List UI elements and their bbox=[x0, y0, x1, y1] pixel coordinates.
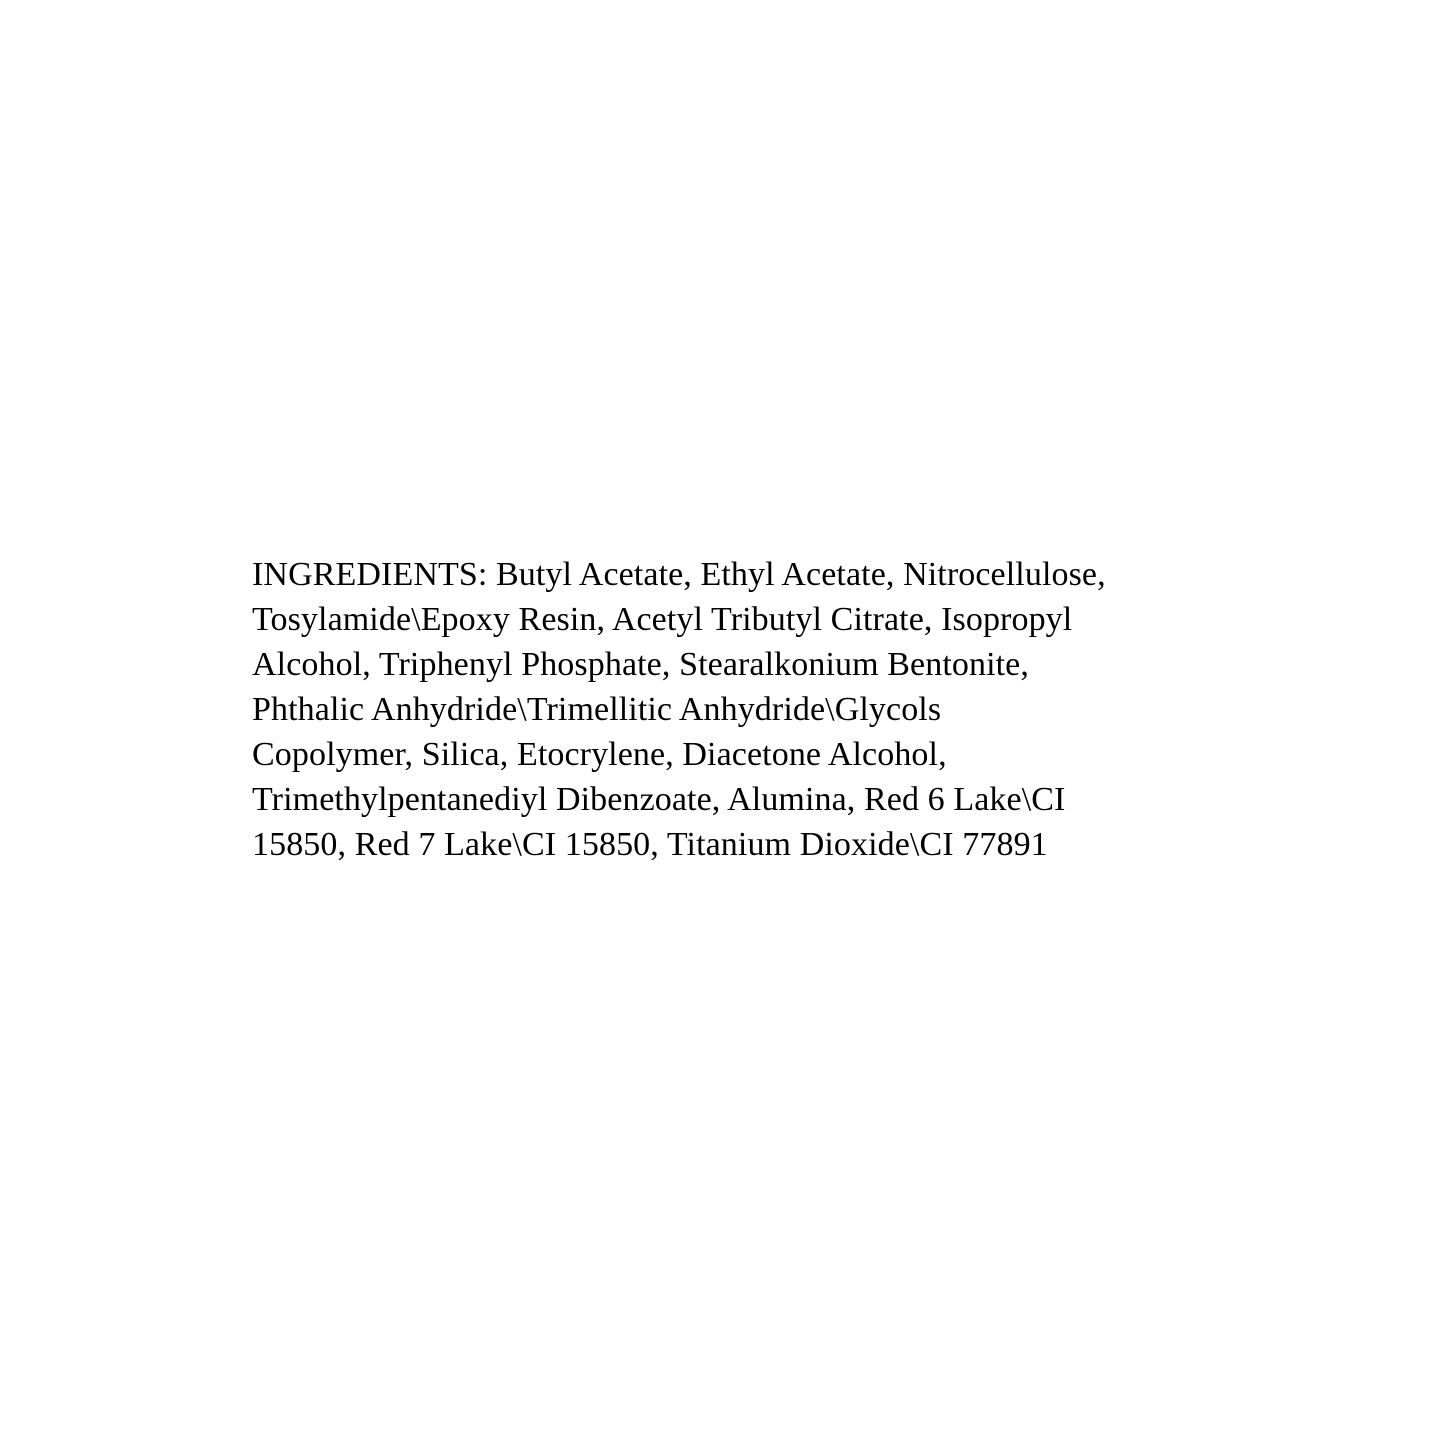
ingredients-line: 15850, Red 7 Lake\CI 15850, Titanium Dioxide\CI 77891 bbox=[252, 826, 1048, 863]
ingredients-line: Phthalic Anhydride\Trimellitic Anhydride\Glycols bbox=[252, 691, 942, 728]
ingredients-text-block bbox=[252, 552, 1252, 867]
ingredients-line: Trimethylpentanediyl Dibenzoate, Alumina, Red 6 Lake\CI bbox=[252, 781, 1066, 818]
ingredients-line: Alcohol, Triphenyl Phosphate, Stearalkonium Bentonite, bbox=[252, 646, 1029, 683]
ingredients-line: Copolymer, Silica, Etocrylene, Diacetone Alcohol, bbox=[252, 736, 947, 773]
ingredients-line: INGREDIENTS: Butyl Acetate, Ethyl Acetate, Nitrocellulose, bbox=[252, 556, 1106, 593]
ingredients-line: Tosylamide\Epoxy Resin, Acetyl Tributyl Citrate, Isopropyl bbox=[252, 601, 1073, 638]
